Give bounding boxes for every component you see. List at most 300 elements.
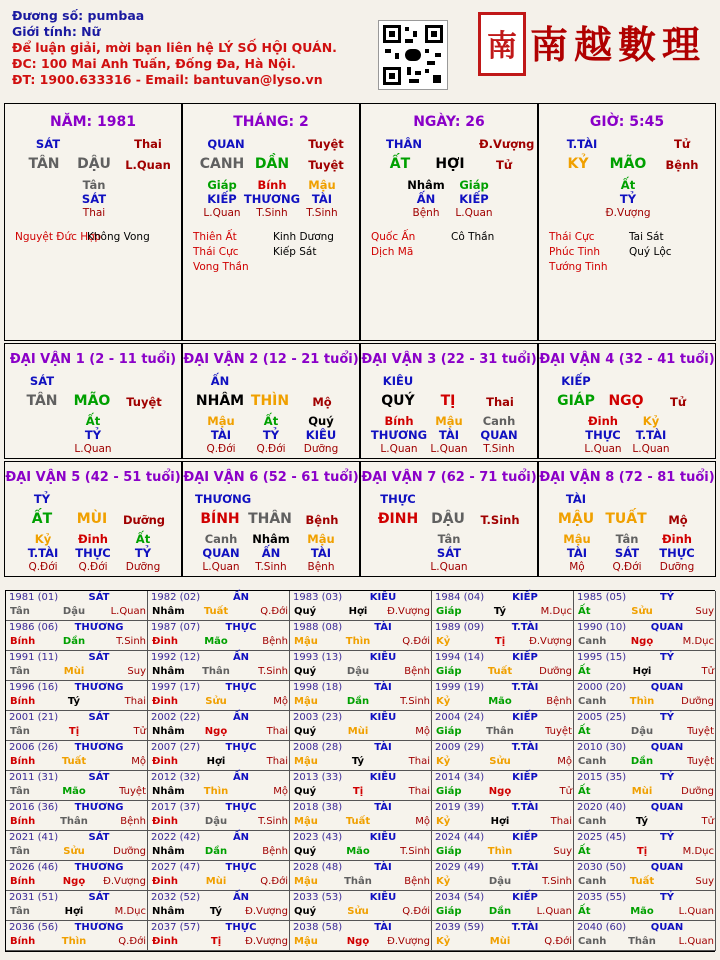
shen-sha-star: Dịch Mã — [371, 246, 414, 258]
shen-sha-star: Thái Cực — [193, 246, 239, 258]
hidden-note: L.Quan — [430, 561, 468, 573]
year-ten-god: THƯƠNG — [74, 802, 124, 813]
year-stage: Q.Đới — [118, 936, 146, 947]
hidden-god: TÀI — [311, 192, 333, 206]
shen-sha-star: Cô Thần — [451, 231, 495, 243]
hidden-note: T.Sinh — [306, 207, 338, 219]
year-ten-god: T.TÀI — [511, 862, 539, 873]
year-label: 2035 (55) — [577, 892, 627, 903]
address-line: ĐC: 100 Mai Anh Tuấn, Đống Đa, Hà Nội. — [12, 56, 296, 71]
year-ten-god: THƯƠNG — [74, 862, 124, 873]
year-stem: Ất — [578, 786, 591, 797]
red-seal-stamp: 南 — [478, 12, 526, 76]
year-branch: Dậu — [630, 726, 654, 737]
year-ten-god: QUAN — [650, 802, 684, 813]
year-label: 1990 (10) — [577, 622, 627, 633]
year-branch: Thìn — [61, 936, 87, 947]
year-label: 1989 (09) — [435, 622, 485, 633]
year-cell — [6, 891, 148, 921]
year-label: 2024 (44) — [435, 832, 485, 843]
year-stage: Thai — [266, 726, 288, 737]
year-cell — [574, 681, 716, 711]
year-stem: Bính — [10, 636, 36, 647]
branch-note: Bệnh — [665, 158, 699, 172]
year-stage: Mộ — [415, 726, 430, 737]
year-stage: Dưỡng — [681, 696, 714, 707]
hidden-note: T.Sinh — [483, 443, 515, 455]
heavenly-stem: BÍNH — [200, 511, 240, 527]
year-ten-god: KIẾP — [512, 772, 538, 783]
hidden-god: KIẾP — [207, 192, 237, 206]
hidden-stem: Bính — [257, 178, 287, 192]
year-cell — [290, 651, 432, 681]
year-branch: Thân — [202, 666, 230, 677]
year-ten-god: KIÊU — [369, 832, 397, 843]
year-label: 2006 (26) — [9, 742, 59, 753]
year-cell — [432, 711, 574, 741]
year-ten-god: THƯƠNG — [74, 742, 124, 753]
year-ten-god: KIÊU — [369, 712, 397, 723]
year-branch: Hợi — [490, 816, 510, 827]
year-stem: Nhâm — [152, 666, 185, 677]
hidden-note: L.Quan — [430, 443, 468, 455]
year-stage: Bệnh — [546, 696, 572, 707]
shen-sha-star: Kinh Dương — [273, 231, 334, 243]
ten-god-label: TÀI — [565, 492, 587, 506]
year-label: 1981 (01) — [9, 592, 59, 603]
year-cell — [574, 801, 716, 831]
year-label: 1997 (17) — [151, 682, 201, 693]
earthly-branch: DẬU — [431, 511, 465, 527]
year-branch: Mão — [204, 636, 228, 647]
hidden-god: TỶ — [84, 428, 102, 442]
hidden-note: L.Quan — [380, 443, 418, 455]
year-cell — [290, 891, 432, 921]
earthly-branch: HỢI — [435, 156, 465, 172]
dai-van-5 — [4, 461, 182, 577]
year-cell — [574, 861, 716, 891]
hidden-stem: Mậu — [307, 532, 335, 546]
year-ten-god: KIÊU — [369, 772, 397, 783]
year-stage: T.Sinh — [542, 876, 572, 887]
hidden-note: Mộ — [569, 561, 585, 573]
year-branch: Mùi — [631, 786, 653, 797]
year-branch: Tị — [210, 936, 222, 947]
year-cell — [6, 651, 148, 681]
year-stem: Ất — [578, 906, 591, 917]
hidden-god: THƯƠNG — [243, 192, 301, 206]
year-label: 2027 (47) — [151, 862, 201, 873]
hidden-note: L.Quan — [74, 443, 112, 455]
hidden-stem: Đinh — [588, 414, 618, 428]
year-cell — [290, 801, 432, 831]
year-stage: Q.Đới — [260, 876, 288, 887]
year-stem: Nhâm — [152, 726, 185, 737]
hidden-note: Q.Đới — [78, 561, 108, 573]
hidden-stem: Kỷ — [34, 532, 52, 546]
year-stage: Đ.Vượng — [387, 606, 430, 617]
year-label: 1992 (12) — [151, 652, 201, 663]
year-label: 2013 (33) — [293, 772, 343, 783]
year-label: 1991 (11) — [9, 652, 59, 663]
year-ten-god: TỶ — [659, 592, 675, 603]
ten-god-label: KIẾP — [561, 374, 591, 388]
year-ten-god: TÀI — [374, 802, 392, 813]
year-branch: Mùi — [205, 876, 227, 887]
year-stem: Đinh — [152, 936, 179, 947]
stage-label: Đ.Vượng — [479, 137, 535, 151]
year-label: 1982 (02) — [151, 592, 201, 603]
dai-van-1 — [4, 343, 182, 459]
earthly-branch: THÂN — [248, 511, 292, 527]
year-branch: Mão — [630, 906, 654, 917]
year-cell — [290, 711, 432, 741]
owner-name: Đương số: pumbaa — [12, 8, 145, 23]
year-ten-god: THƯƠNG — [74, 922, 124, 933]
hidden-note: L.Quan — [455, 207, 493, 219]
year-cell — [574, 891, 716, 921]
year-cell — [6, 711, 148, 741]
year-branch: Mùi — [63, 666, 85, 677]
dai-van-title: ĐẠI VẬN 1 (2 - 11 tuổi) — [9, 352, 177, 367]
year-stem: Kỷ — [436, 816, 451, 827]
stage-label: Mộ — [312, 395, 332, 409]
year-ten-god: THỰC — [225, 862, 257, 873]
hidden-god: TỶ — [134, 546, 152, 560]
hidden-stem: Giáp — [459, 178, 489, 192]
header-info — [12, 8, 337, 88]
ten-god-label: SÁT — [35, 137, 61, 151]
year-cell — [574, 711, 716, 741]
year-cell — [148, 591, 290, 621]
year-stage: Mộ — [273, 786, 288, 797]
dai-van-3 — [360, 343, 538, 459]
dai-van-title: ĐẠI VẬN 6 (52 - 61 tuổi) — [183, 470, 359, 485]
year-label: 2030 (50) — [577, 862, 627, 873]
year-label: 2016 (36) — [9, 802, 59, 813]
year-stage: Dưỡng — [539, 666, 572, 677]
year-cell — [574, 591, 716, 621]
dai-van-7 — [360, 461, 538, 577]
stage-label: Tuyệt — [126, 395, 162, 409]
year-branch: Thân — [628, 936, 656, 947]
pillar-title: GIỜ: 5:45 — [589, 114, 665, 130]
earthly-branch: MÃO — [73, 393, 111, 409]
year-cell — [6, 921, 148, 951]
year-stage: Tuyệt — [545, 726, 572, 737]
year-stage: M.Dục — [114, 906, 146, 917]
hidden-god: KIẾP — [459, 192, 489, 206]
year-branch: Thìn — [203, 786, 229, 797]
year-stem: Canh — [578, 696, 607, 707]
year-label: 2022 (42) — [151, 832, 201, 843]
year-branch: Tuất — [629, 876, 655, 887]
year-label: 1996 (16) — [9, 682, 59, 693]
year-stage: Bệnh — [262, 846, 288, 857]
year-label: 2039 (59) — [435, 922, 485, 933]
year-ten-god: SÁT — [88, 892, 110, 903]
year-branch: Tý — [351, 756, 365, 767]
year-branch: Thân — [344, 876, 372, 887]
heavenly-stem: CANH — [199, 156, 245, 172]
contact-line: Để luận giải, mời bạn liên hệ LÝ SỐ HỘI QUÁN. — [12, 40, 337, 55]
year-branch: Tý — [67, 696, 81, 707]
year-cell — [290, 921, 432, 951]
year-branch: Thìn — [629, 696, 655, 707]
year-cell — [148, 621, 290, 651]
year-label: 2021 (41) — [9, 832, 59, 843]
year-ten-god: T.TÀI — [511, 922, 539, 933]
year-branch: Mão — [346, 846, 370, 857]
year-cell — [6, 621, 148, 651]
year-ten-god: SÁT — [88, 712, 110, 723]
dai-van-title: ĐẠI VẬN 4 (32 - 41 tuổi) — [539, 352, 715, 367]
year-stem: Canh — [578, 816, 607, 827]
year-branch: Ngọ — [488, 786, 512, 797]
year-stem: Đinh — [152, 876, 179, 887]
year-stage: Thai — [124, 696, 146, 707]
hidden-god: THỰC — [75, 546, 111, 560]
year-stage: Thai — [408, 756, 430, 767]
year-label: 2009 (29) — [435, 742, 485, 753]
stage-label: Tử — [673, 137, 691, 151]
year-stage: Bệnh — [120, 816, 146, 827]
year-branch: Hợi — [64, 906, 84, 917]
year-cell — [290, 771, 432, 801]
year-ten-god: QUAN — [650, 742, 684, 753]
heavenly-stem: ẤT — [389, 156, 411, 172]
year-label: 2028 (48) — [293, 862, 343, 873]
hidden-note: Đ.Vượng — [605, 207, 651, 219]
year-ten-god: TÀI — [374, 682, 392, 693]
year-cell — [432, 741, 574, 771]
hidden-god: SÁT — [436, 546, 462, 560]
year-label: 2037 (57) — [151, 922, 201, 933]
year-ten-god: QUAN — [650, 862, 684, 873]
year-stage: Mộ — [415, 816, 430, 827]
year-stage: Mộ — [131, 756, 146, 767]
year-stem: Giáp — [436, 786, 462, 797]
year-stage: Đ.Vượng — [529, 636, 572, 647]
dai-van-4 — [538, 343, 716, 459]
dai-van-8 — [538, 461, 716, 577]
hidden-stem: Tân — [615, 532, 639, 546]
earthly-branch: TUẤT — [605, 511, 647, 527]
gender: Giới tính: Nữ — [12, 24, 101, 39]
year-stage: Thai — [550, 816, 572, 827]
year-cell — [148, 861, 290, 891]
year-ten-god: ẤN — [232, 652, 250, 663]
year-branch: Dậu — [488, 876, 512, 887]
year-stage: Q.Đới — [260, 606, 288, 617]
year-label: 2015 (35) — [577, 772, 627, 783]
year-ten-god: TỶ — [659, 712, 675, 723]
hidden-god: TÀI — [210, 428, 232, 442]
hidden-stem: Nhâm — [407, 178, 445, 192]
year-stage: L.Quan — [536, 906, 572, 917]
year-stage: Bệnh — [404, 666, 430, 677]
year-stem: Mậu — [294, 816, 318, 827]
year-stage: T.Sinh — [258, 816, 288, 827]
year-ten-god: TÀI — [374, 622, 392, 633]
heavenly-stem: GIÁP — [557, 393, 595, 409]
heavenly-stem: ĐINH — [377, 511, 419, 527]
year-stem: Kỷ — [436, 936, 451, 947]
hidden-note: Q.Đới — [256, 443, 286, 455]
earthly-branch: NGỌ — [608, 393, 644, 409]
hidden-god: QUAN — [202, 546, 240, 560]
year-branch: Mùi — [489, 936, 511, 947]
year-branch: Tị — [68, 726, 80, 737]
hidden-stem: Ất — [135, 532, 151, 546]
year-stem: Bính — [10, 876, 36, 887]
hidden-note: L.Quan — [203, 207, 241, 219]
year-stage: Bệnh — [262, 636, 288, 647]
year-cell — [432, 891, 574, 921]
year-cell — [148, 771, 290, 801]
year-stem: Bính — [10, 756, 36, 767]
year-label: 1999 (19) — [435, 682, 485, 693]
year-cell — [290, 591, 432, 621]
hidden-god: TÀI — [438, 428, 460, 442]
year-stem: Kỷ — [436, 636, 451, 647]
shen-sha-star: Quý Lộc — [629, 246, 672, 258]
hidden-note: Thai — [82, 207, 106, 219]
year-ten-god: ẤN — [232, 712, 250, 723]
heavenly-stem: MẬU — [557, 511, 595, 527]
year-branch: Thân — [60, 816, 88, 827]
dai-van-title: ĐẠI VẬN 8 (72 - 81 tuổi) — [539, 470, 715, 485]
year-stage: Tử — [701, 666, 714, 677]
year-label: 2002 (22) — [151, 712, 201, 723]
stage-label: Thai — [486, 395, 514, 409]
year-stage: T.Sinh — [116, 636, 146, 647]
year-stem: Quý — [294, 606, 317, 617]
heavenly-stem: NHÂM — [195, 393, 245, 409]
year-ten-god: ẤN — [232, 832, 250, 843]
year-stage: Tuyệt — [119, 786, 146, 797]
year-stem: Đinh — [152, 696, 179, 707]
hidden-note: L.Quan — [632, 443, 670, 455]
hidden-note: L.Quan — [584, 443, 622, 455]
year-label: 2023 (43) — [293, 832, 343, 843]
shen-sha-star: Thái Cực — [549, 231, 595, 243]
year-cell — [6, 591, 148, 621]
pillar-2 — [182, 103, 360, 341]
year-stem: Canh — [578, 636, 607, 647]
shen-sha-star: Kiếp Sát — [273, 246, 317, 258]
earthly-branch: DẦN — [254, 156, 290, 172]
dai-van-2 — [182, 343, 360, 459]
hidden-god: THỰC — [659, 546, 695, 560]
hidden-god: THỰC — [585, 428, 621, 442]
hidden-stem: Mậu — [435, 414, 463, 428]
year-label: 2011 (31) — [9, 772, 59, 783]
year-ten-god: THỰC — [225, 742, 257, 753]
year-label: 2031 (51) — [9, 892, 59, 903]
year-ten-god: KIÊU — [369, 892, 397, 903]
ten-god-label: KIÊU — [382, 374, 414, 388]
year-ten-god: TÀI — [374, 922, 392, 933]
hidden-note: Dưỡng — [303, 443, 339, 455]
brand-logo-text: 南越數理 — [530, 22, 707, 67]
year-branch: Mùi — [347, 726, 369, 737]
year-branch: Dần — [204, 846, 228, 857]
shen-sha-star: Tướng Tinh — [549, 261, 608, 273]
year-branch: Hợi — [206, 756, 226, 767]
shen-sha-star: Phúc Tinh — [549, 246, 601, 258]
year-cell — [432, 621, 574, 651]
year-stem: Mậu — [294, 756, 318, 767]
year-branch: Dần — [630, 756, 654, 767]
hidden-note: Bệnh — [412, 207, 440, 219]
year-label: 2018 (38) — [293, 802, 343, 813]
year-stage: Tuyệt — [687, 726, 714, 737]
branch-note: L.Quan — [125, 158, 171, 172]
year-cell — [148, 741, 290, 771]
year-label: 2026 (46) — [9, 862, 59, 873]
dai-van-6 — [182, 461, 360, 577]
hidden-note: T.Sinh — [256, 207, 288, 219]
year-branch: Ngọ — [346, 936, 370, 947]
heavenly-stem: ẤT — [31, 511, 53, 527]
year-stage: Q.Đới — [402, 906, 430, 917]
year-stem: Kỷ — [436, 876, 451, 887]
stage-label: Thai — [134, 137, 162, 151]
stage-label: T.Sinh — [480, 513, 520, 527]
ten-god-label: QUAN — [207, 137, 245, 151]
hidden-god: ẤN — [261, 546, 281, 560]
heavenly-stem: TÂN — [26, 393, 58, 409]
year-cell — [148, 831, 290, 861]
hidden-god: TỶ — [619, 192, 637, 206]
year-label: 2007 (27) — [151, 742, 201, 753]
year-label: 1988 (08) — [293, 622, 343, 633]
year-ten-god: TỶ — [659, 772, 675, 783]
year-branch: Thìn — [487, 846, 513, 857]
year-label: 2040 (60) — [577, 922, 627, 933]
year-ten-god: TỶ — [659, 892, 675, 903]
year-ten-god: KIÊU — [369, 592, 397, 603]
hidden-note: Q.Đới — [206, 443, 236, 455]
year-cell — [6, 771, 148, 801]
year-stem: Canh — [578, 936, 607, 947]
hidden-god: KIÊU — [305, 428, 337, 442]
year-ten-god: T.TÀI — [511, 622, 539, 633]
stage-label: Mộ — [668, 513, 688, 527]
year-branch: Tị — [494, 636, 506, 647]
year-label: 2000 (20) — [577, 682, 627, 693]
year-label: 2014 (34) — [435, 772, 485, 783]
hidden-god: THƯƠNG — [370, 428, 428, 442]
hidden-note: Q.Đới — [28, 561, 58, 573]
heavenly-stem: QUÝ — [381, 393, 415, 409]
hidden-note: Q.Đới — [612, 561, 642, 573]
hidden-god: TÀI — [566, 546, 588, 560]
dai-van-title: ĐẠI VẬN 5 (42 - 51 tuổi) — [5, 470, 181, 485]
year-branch: Tuất — [61, 756, 87, 767]
year-label: 2010 (30) — [577, 742, 627, 753]
year-stem: Canh — [578, 756, 607, 767]
year-stage: Suy — [127, 666, 146, 677]
year-cell — [148, 891, 290, 921]
year-label: 2005 (25) — [577, 712, 627, 723]
hidden-stem: Mậu — [563, 532, 591, 546]
year-cell — [574, 831, 716, 861]
earthly-branch: TỊ — [440, 393, 456, 409]
year-ten-god: TỶ — [659, 652, 675, 663]
year-stem: Tân — [10, 606, 30, 617]
